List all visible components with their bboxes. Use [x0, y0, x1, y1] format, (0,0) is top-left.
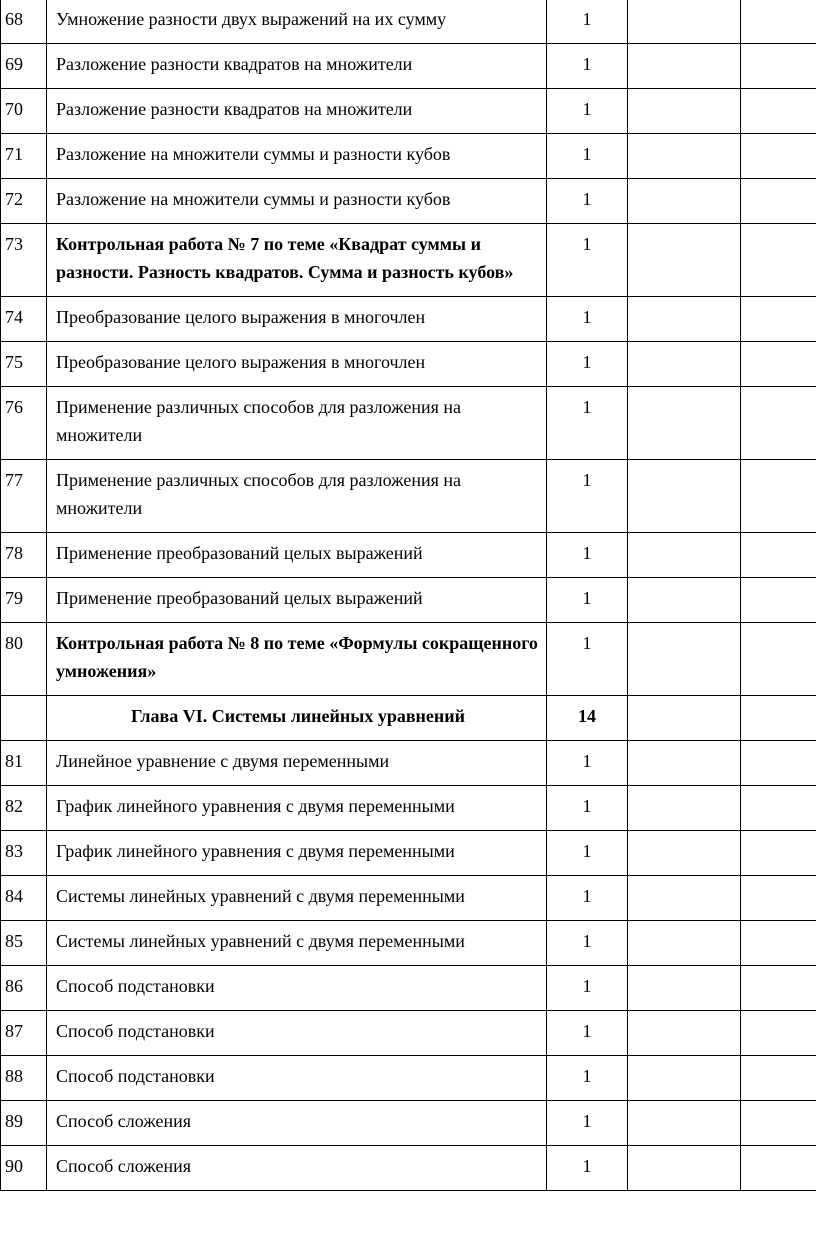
table-row — [1, 342, 816, 387]
lesson-number: 81 — [1, 741, 47, 786]
actual-date-cell — [741, 876, 816, 921]
lesson-topic: Преобразование целого выражения в многочлен — [47, 297, 547, 342]
actual-date-cell — [741, 696, 816, 741]
lesson-hours: 1 — [547, 876, 628, 921]
table-row — [1, 966, 816, 1011]
lesson-topic: Применение преобразований целых выражений — [47, 578, 547, 623]
lesson-hours: 1 — [547, 134, 628, 179]
actual-date-cell — [741, 578, 816, 623]
actual-date-cell — [741, 0, 816, 44]
lesson-topic: Разложение на множители суммы и разности кубов — [47, 134, 547, 179]
table-row — [1, 1101, 816, 1146]
planned-date-cell — [628, 831, 741, 876]
table-row-test — [1, 224, 816, 297]
lesson-hours: 1 — [547, 1056, 628, 1101]
table-row — [1, 578, 816, 623]
table-row — [1, 460, 816, 533]
lesson-hours: 1 — [547, 741, 628, 786]
lesson-hours: 1 — [547, 831, 628, 876]
lesson-number: 74 — [1, 297, 47, 342]
actual-date-cell — [741, 44, 816, 89]
lesson-hours: 1 — [547, 623, 628, 696]
lesson-hours: 1 — [547, 460, 628, 533]
lesson-number — [1, 696, 47, 741]
lesson-hours: 1 — [547, 786, 628, 831]
planned-date-cell — [628, 1011, 741, 1056]
actual-date-cell — [741, 741, 816, 786]
planned-date-cell — [628, 179, 741, 224]
planned-date-cell — [628, 696, 741, 741]
actual-date-cell — [741, 179, 816, 224]
planned-date-cell — [628, 876, 741, 921]
lesson-topic: Разложение на множители суммы и разности кубов — [47, 179, 547, 224]
actual-date-cell — [741, 387, 816, 460]
table-row — [1, 0, 816, 44]
lesson-number: 90 — [1, 1146, 47, 1191]
planned-date-cell — [628, 134, 741, 179]
lesson-topic: Преобразование целого выражения в многочлен — [47, 342, 547, 387]
actual-date-cell — [741, 921, 816, 966]
lesson-topic: Системы линейных уравнений с двумя переменными — [47, 876, 547, 921]
lesson-topic: Линейное уравнение с двумя переменными — [47, 741, 547, 786]
planned-date-cell — [628, 1146, 741, 1191]
lesson-topic: Разложение разности квадратов на множители — [47, 89, 547, 134]
lesson-number: 80 — [1, 623, 47, 696]
lesson-topic: Способ подстановки — [47, 1056, 547, 1101]
lesson-hours: 1 — [547, 297, 628, 342]
lesson-hours: 1 — [547, 0, 628, 44]
actual-date-cell — [741, 460, 816, 533]
table-row-chapter — [1, 696, 816, 741]
lesson-number: 87 — [1, 1011, 47, 1056]
planned-date-cell — [628, 966, 741, 1011]
lesson-topic: Способ сложения — [47, 1146, 547, 1191]
lesson-topic: Способ сложения — [47, 1101, 547, 1146]
planned-date-cell — [628, 786, 741, 831]
lesson-number: 82 — [1, 786, 47, 831]
actual-date-cell — [741, 297, 816, 342]
planned-date-cell — [628, 460, 741, 533]
planned-date-cell — [628, 0, 741, 44]
lesson-number: 77 — [1, 460, 47, 533]
lesson-number: 85 — [1, 921, 47, 966]
actual-date-cell — [741, 831, 816, 876]
planned-date-cell — [628, 623, 741, 696]
lesson-plan-body — [1, 0, 816, 1191]
actual-date-cell — [741, 1146, 816, 1191]
planned-date-cell — [628, 578, 741, 623]
table-row — [1, 1146, 816, 1191]
planned-date-cell — [628, 342, 741, 387]
chapter-title: Глава VI. Системы линейных уравнений — [47, 696, 547, 741]
lesson-number: 75 — [1, 342, 47, 387]
lesson-number: 83 — [1, 831, 47, 876]
table-row — [1, 387, 816, 460]
actual-date-cell — [741, 786, 816, 831]
lesson-number: 73 — [1, 224, 47, 297]
planned-date-cell — [628, 297, 741, 342]
lesson-hours: 1 — [547, 224, 628, 297]
lesson-number: 76 — [1, 387, 47, 460]
lesson-hours: 1 — [547, 44, 628, 89]
lesson-number: 72 — [1, 179, 47, 224]
lesson-topic: Системы линейных уравнений с двумя переменными — [47, 921, 547, 966]
lesson-topic: Применение различных способов для разложения на множители — [47, 460, 547, 533]
table-row — [1, 1056, 816, 1101]
lesson-number: 68 — [1, 0, 47, 44]
lesson-hours: 1 — [547, 179, 628, 224]
table-row — [1, 134, 816, 179]
actual-date-cell — [741, 1101, 816, 1146]
table-row — [1, 921, 816, 966]
planned-date-cell — [628, 921, 741, 966]
actual-date-cell — [741, 533, 816, 578]
lesson-hours: 1 — [547, 342, 628, 387]
actual-date-cell — [741, 966, 816, 1011]
lesson-hours: 1 — [547, 387, 628, 460]
table-row — [1, 533, 816, 578]
planned-date-cell — [628, 89, 741, 134]
lesson-hours: 1 — [547, 921, 628, 966]
planned-date-cell — [628, 387, 741, 460]
lesson-number: 71 — [1, 134, 47, 179]
lesson-number: 89 — [1, 1101, 47, 1146]
actual-date-cell — [741, 1011, 816, 1056]
table-row — [1, 741, 816, 786]
chapter-hours: 14 — [547, 696, 628, 741]
lesson-hours: 1 — [547, 578, 628, 623]
lesson-hours: 1 — [547, 1146, 628, 1191]
planned-date-cell — [628, 224, 741, 297]
lesson-topic: Контрольная работа № 7 по теме «Квадрат суммы и разности. Разность квадратов. Сумма и разность кубов» — [47, 224, 547, 297]
table-row — [1, 786, 816, 831]
planned-date-cell — [628, 533, 741, 578]
table-row — [1, 89, 816, 134]
lesson-topic: Применение различных способов для разложения на множители — [47, 387, 547, 460]
actual-date-cell — [741, 134, 816, 179]
table-row — [1, 179, 816, 224]
planned-date-cell — [628, 741, 741, 786]
lesson-number: 86 — [1, 966, 47, 1011]
table-row — [1, 44, 816, 89]
lesson-number: 69 — [1, 44, 47, 89]
lesson-topic: График линейного уравнения с двумя переменными — [47, 786, 547, 831]
table-row — [1, 831, 816, 876]
planned-date-cell — [628, 1056, 741, 1101]
actual-date-cell — [741, 89, 816, 134]
lesson-hours: 1 — [547, 966, 628, 1011]
table-row-test — [1, 623, 816, 696]
lesson-hours: 1 — [547, 1101, 628, 1146]
lesson-hours: 1 — [547, 533, 628, 578]
lesson-hours: 1 — [547, 1011, 628, 1056]
actual-date-cell — [741, 623, 816, 696]
lesson-topic: Разложение разности квадратов на множители — [47, 44, 547, 89]
lesson-topic: Умножение разности двух выражений на их сумму — [47, 0, 547, 44]
lesson-hours: 1 — [547, 89, 628, 134]
actual-date-cell — [741, 1056, 816, 1101]
lesson-number: 78 — [1, 533, 47, 578]
lesson-topic: Способ подстановки — [47, 966, 547, 1011]
planned-date-cell — [628, 44, 741, 89]
lesson-topic: Применение преобразований целых выражений — [47, 533, 547, 578]
lesson-number: 79 — [1, 578, 47, 623]
table-row — [1, 876, 816, 921]
actual-date-cell — [741, 342, 816, 387]
lesson-topic: Способ подстановки — [47, 1011, 547, 1056]
lesson-number: 88 — [1, 1056, 47, 1101]
planned-date-cell — [628, 1101, 741, 1146]
table-row — [1, 1011, 816, 1056]
lesson-topic: Контрольная работа № 8 по теме «Формулы сокращенного умножения» — [47, 623, 547, 696]
actual-date-cell — [741, 224, 816, 297]
lesson-number: 84 — [1, 876, 47, 921]
lesson-number: 70 — [1, 89, 47, 134]
lesson-topic: График линейного уравнения с двумя переменными — [47, 831, 547, 876]
table-row — [1, 297, 816, 342]
